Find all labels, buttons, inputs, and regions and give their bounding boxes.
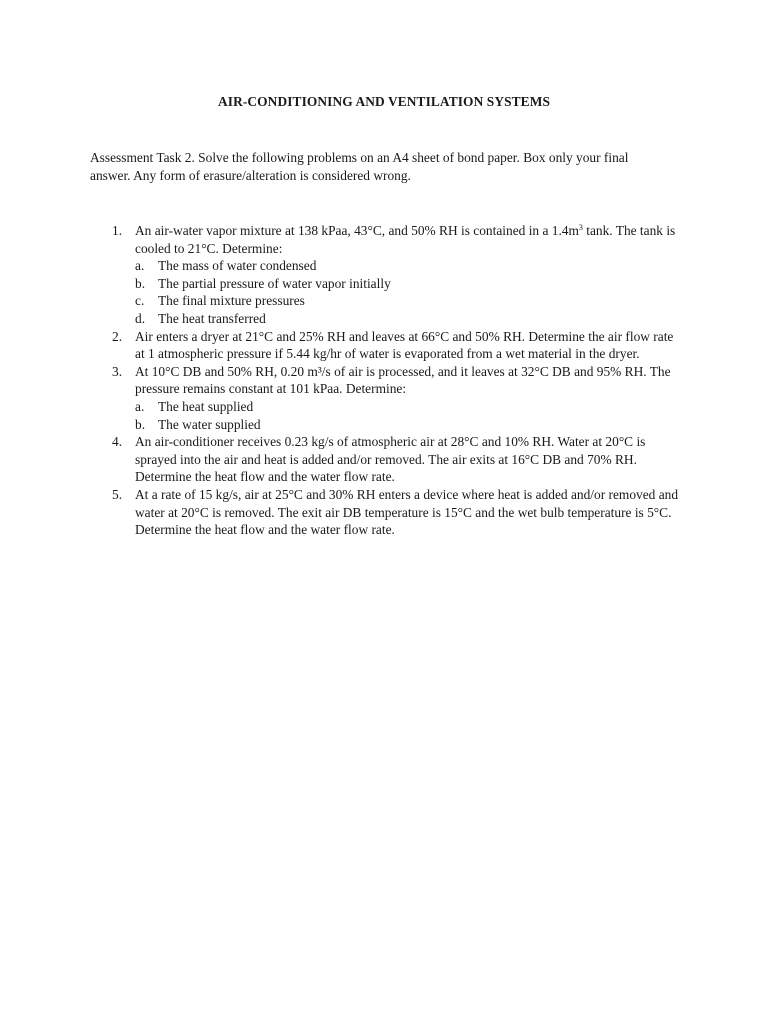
subitem-letter: b. <box>135 416 146 432</box>
assessment-instructions: Assessment Task 2. Solve the following problems on an A4 sheet of bond paper. Box only your final answer. Any form of erasure/alteration is considered wrong. <box>90 150 629 183</box>
subitem-text: The heat transferred <box>158 310 266 326</box>
subitem-letter: a. <box>135 398 145 414</box>
subitem-text: The final mixture pressures <box>158 293 305 309</box>
problem-text: At 10°C DB and 50% RH, 0.20 m³/s of air is processed, and it leaves at 32°C DB and 95% RH. The pressure remains constant at 101 kPaa. Determine: <box>135 363 671 397</box>
subitem-text: The mass of water condensed <box>158 258 317 274</box>
problem-item <box>90 486 680 539</box>
subitem <box>135 398 680 416</box>
document-title: AIR-CONDITIONING AND VENTILATION SYSTEMS <box>217 94 550 109</box>
subitem-letter: a. <box>135 258 145 274</box>
problem-text: Air enters a dryer at 21°C and 25% RH and leaves at 66°C and 50% RH. Determine the air flow rate at 1 atmospheric pressure if 5.44 kg/hr of water is evaporated from a wet material in the dryer. <box>135 328 674 362</box>
superscript: 3 <box>578 223 583 232</box>
subitem-list <box>135 398 680 433</box>
subitem <box>135 416 680 434</box>
subitem-letter: d. <box>135 310 146 326</box>
subitem <box>135 310 680 328</box>
problem-item <box>90 328 680 363</box>
subitem-text: The partial pressure of water vapor initially <box>158 275 391 291</box>
subitem-text: The water supplied <box>158 416 261 432</box>
problem-item <box>90 433 680 486</box>
problem-item <box>90 222 680 328</box>
subitem-letter: b. <box>135 275 146 291</box>
subitem <box>135 257 680 275</box>
problem-item <box>90 363 680 433</box>
problem-number: 2. <box>112 328 123 344</box>
subitem <box>135 292 680 310</box>
problem-number: 5. <box>112 486 123 502</box>
problem-number: 3. <box>112 363 123 379</box>
problem-number: 1. <box>112 223 123 238</box>
subitem-letter: c. <box>135 293 145 309</box>
problem-text: An air-water vapor mixture at 138 kPaa, 43°C, and 50% RH is contained in a $1.4m^3$ tank. The tank is cooled to 21°C. Determine: <box>135 223 676 256</box>
subitem-list <box>135 257 680 327</box>
problem-list <box>90 222 680 539</box>
problem-text: At a rate of 15 kg/s, air at 25°C and 30% RH enters a device where heat is added and/or removed and water at 20°C is removed. The exit air DB temperature is 15°C and the wet bulb temperature is 5°C. Determine the heat flow and the water flow rate. <box>135 486 679 538</box>
problem-text: An air-conditioner receives 0.23 kg/s of atmospheric air at 28°C and 10% RH. Water at 20°C is sprayed into the air and heat is added and/or removed. The air exits at 16°C DB and 70% RH. Determine the heat flow and the water flow rate. <box>135 434 646 485</box>
subitem-text: The heat supplied <box>158 398 254 414</box>
problem-number: 4. <box>112 434 123 450</box>
subitem <box>135 275 680 293</box>
